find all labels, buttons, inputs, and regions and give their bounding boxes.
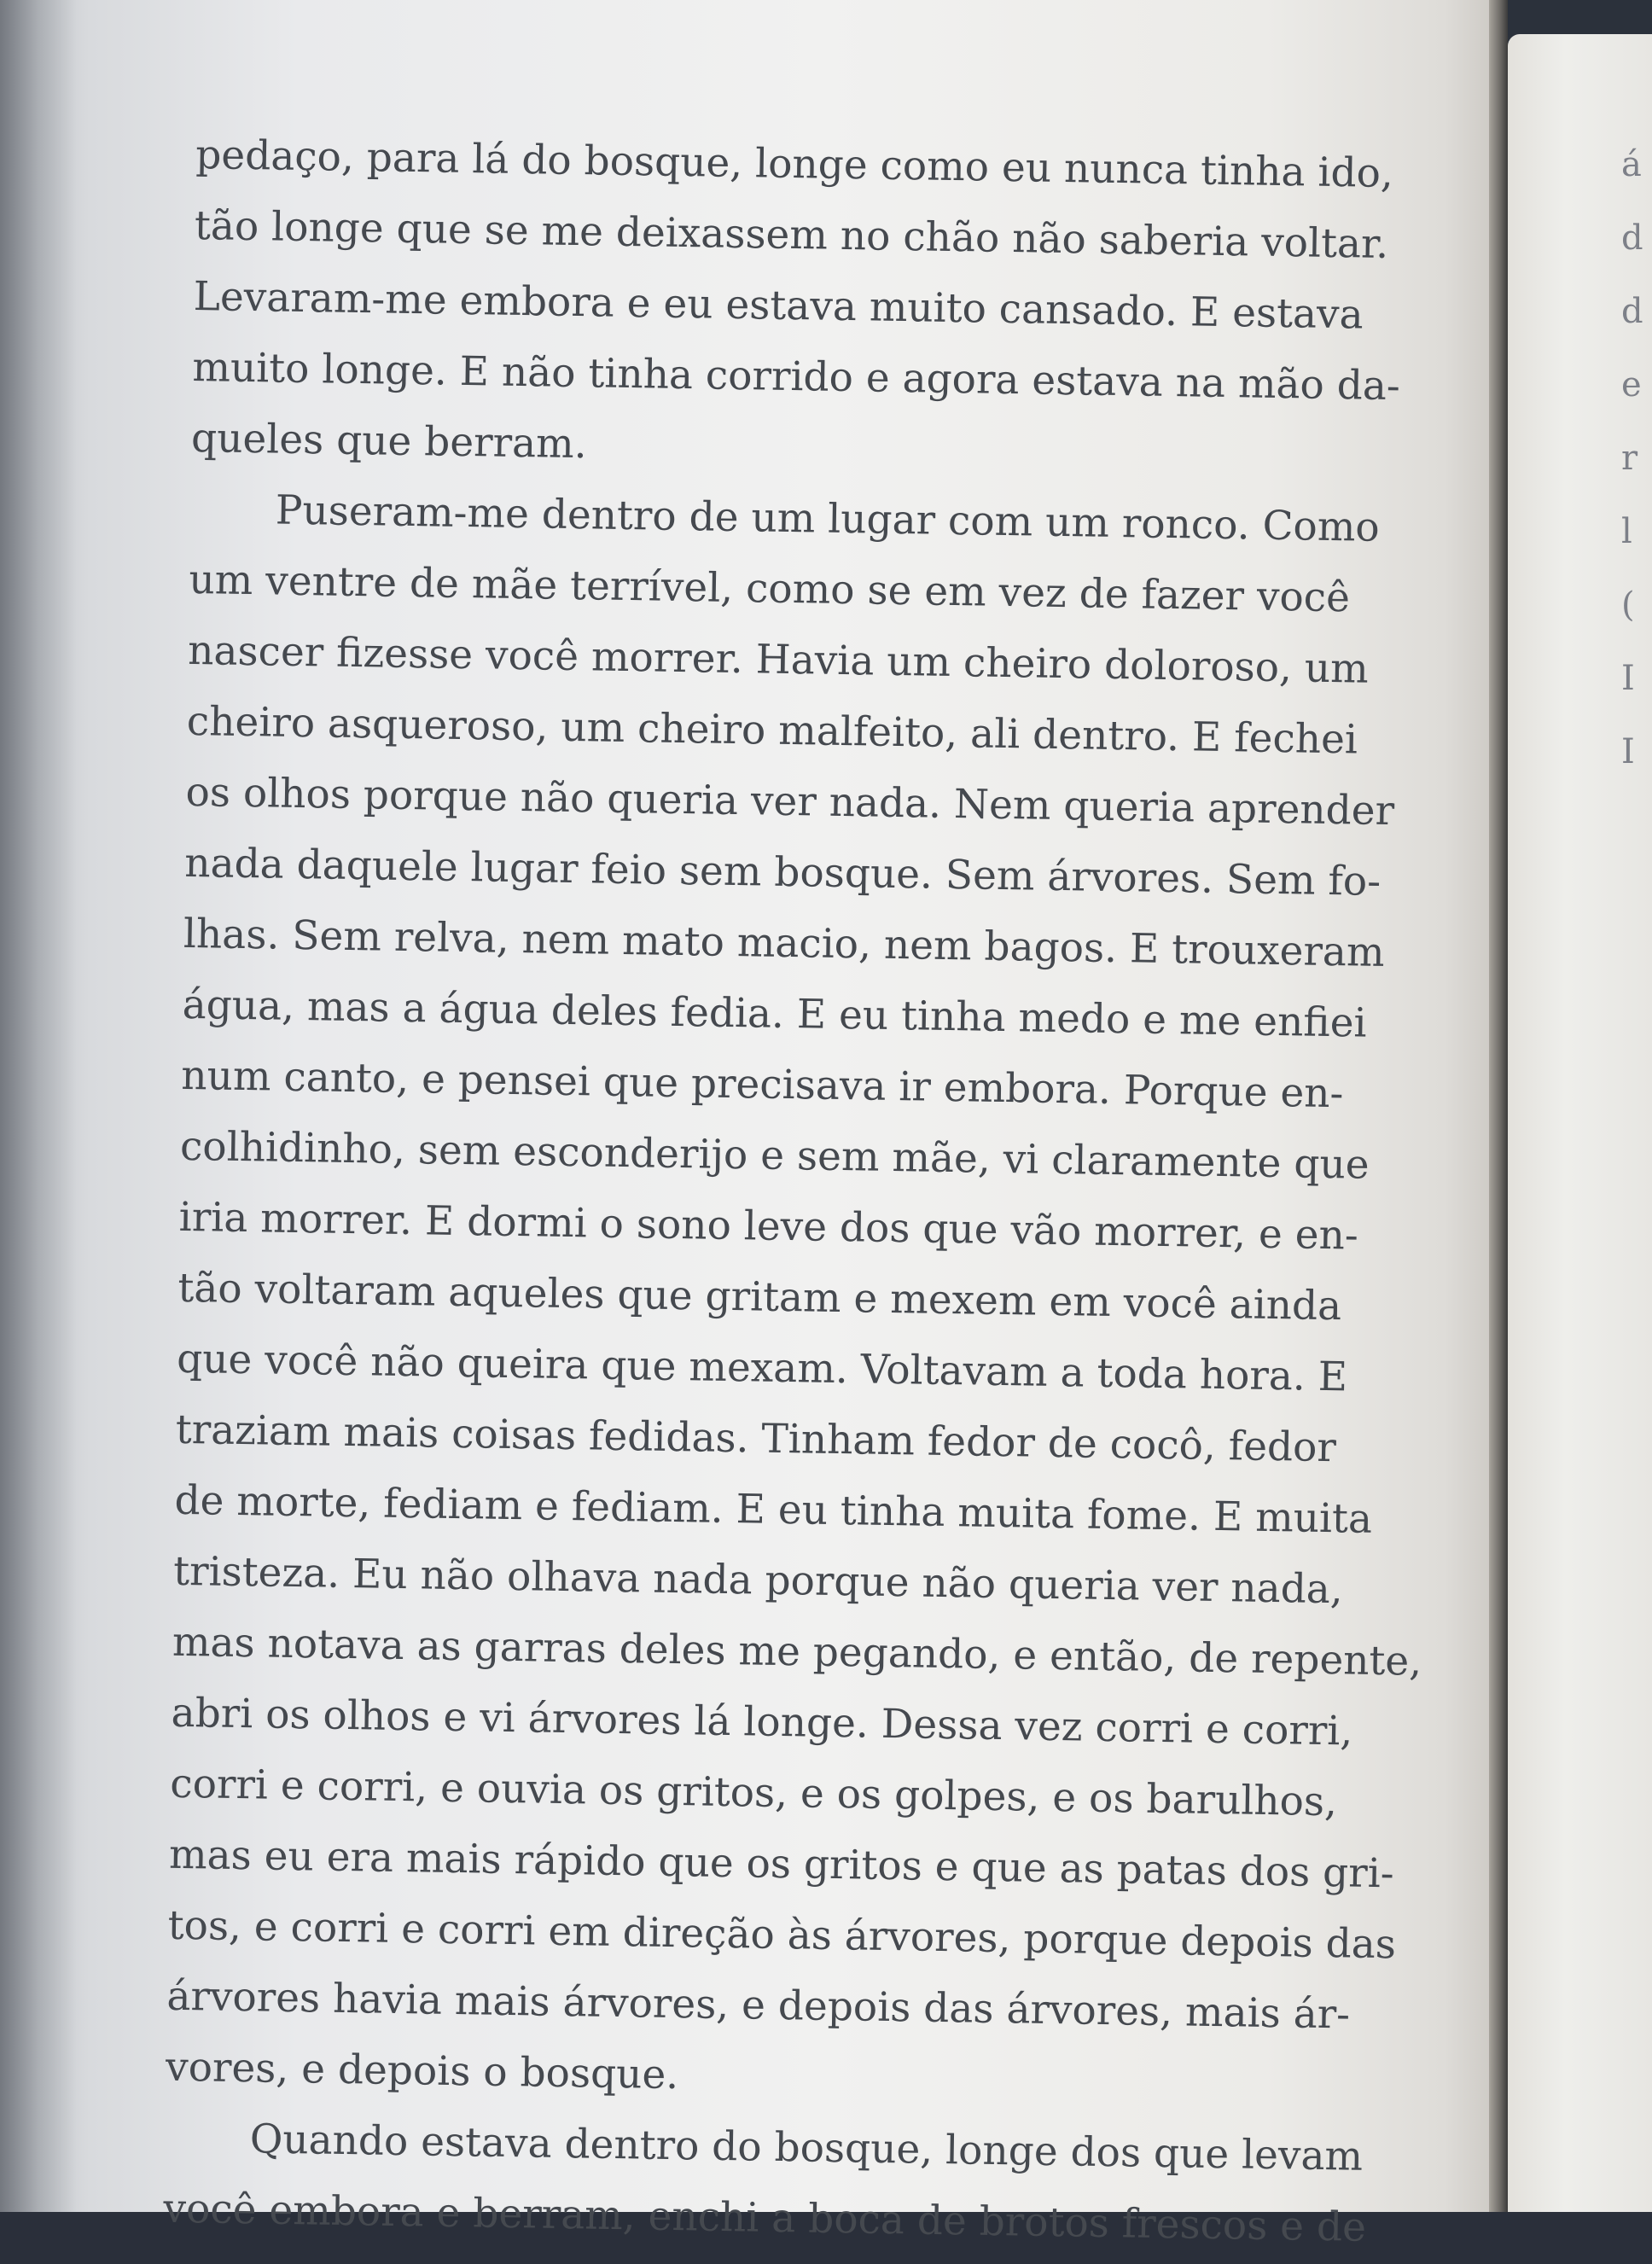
text-line-content: um ventre de mãe terrível, como se em vez de fazer você — [189, 556, 1351, 622]
text-line-content: mas notava as garras deles me pegando, e então, de repente, — [172, 1618, 1422, 1685]
edge-letter: I — [1621, 732, 1635, 771]
edge-letter: á — [1621, 145, 1642, 184]
text-line-content: iria morrer. E dormi o sono leve dos que vão morrer, e en- — [178, 1193, 1359, 1260]
text-line-content: tristeza. Eu não olhava nada porque não queria ver nada, — [172, 1547, 1344, 1614]
edge-letter: d — [1621, 218, 1643, 258]
page-shadow — [0, 0, 77, 2212]
edge-letter: ( — [1621, 585, 1635, 625]
text-line-content: mas eu era mais rápido que os gritos e que as patas dos gri- — [168, 1830, 1395, 1898]
text-line-content: de morte, fediam e fediam. E eu tinha muita fome. E muita — [174, 1476, 1373, 1543]
text-line-content: queles que berram. — [190, 414, 588, 469]
text-line-content: água, mas a água deles fedia. E eu tinha medo e me enfiei — [182, 981, 1367, 1047]
text-line-content: os olhos porque não queria ver nada. Nem queria aprender — [185, 768, 1395, 835]
text-line-content: tão voltaram aqueles que gritam e mexem em você ainda — [177, 1264, 1342, 1330]
edge-letter: I — [1621, 659, 1635, 698]
text-line-content: tos, e corri e corri em direção às árvores, porque depois das — [167, 1901, 1397, 1969]
text-line-content: nada daquele lugar feio sem bosque. Sem árvores. Sem fo- — [183, 839, 1382, 905]
text-line-content: Levaram-me embora e eu estava muito cansado. E estava — [193, 272, 1364, 339]
text-line-content: traziam mais coisas fedidas. Tinham fedor de cocô, fedor — [175, 1406, 1337, 1472]
text-line-content: num canto, e pensei que precisava ir embora. Porque en- — [180, 1051, 1344, 1118]
text-line-content: Puseram-me dentro de um lugar com um ronco. Como — [275, 486, 1381, 551]
text-line-content: corri e corri, e ouvia os gritos, e os golpes, e os barulhos, — [169, 1760, 1338, 1826]
text-line-content: pedaço, para lá do bosque, longe como eu nunca tinha ido, — [195, 131, 1394, 198]
edge-letter: l — [1621, 512, 1632, 551]
text-line-content: que você não queira que mexam. Voltavam a toda hora. E — [176, 1335, 1348, 1401]
text-line-content: muito longe. E não tinha corrido e agora estava na mão da- — [192, 343, 1401, 410]
text-line-content: lhas. Sem relva, nem mato macio, nem bagos. E trouxeram — [183, 910, 1385, 976]
text-line-content: cheiro asqueroso, um cheiro malfeito, ali dentro. E fechei — [186, 697, 1358, 764]
book-gutter — [1489, 0, 1508, 2212]
text-line-content: árvores havia mais árvores, e depois das árvores, mais ár- — [166, 1972, 1351, 2039]
text-line-content: você embora e berram, enchi a boca de brotos frescos e de — [163, 2185, 1367, 2251]
text-line-content: nascer fizesse você morrer. Havia um cheiro doloroso, um — [187, 626, 1370, 693]
text-line-content: vores, e depois o bosque. — [165, 2043, 679, 2099]
edge-letter: e — [1621, 365, 1642, 404]
body-text — [163, 119, 1422, 2263]
text-line-content: abri os olhos e vi árvores lá longe. Dessa vez corri e corri, — [171, 1689, 1353, 1755]
text-line-content: colhidinho, sem esconderijo e sem mãe, vi claramente que — [179, 1122, 1370, 1189]
edge-letter: r — [1621, 439, 1638, 478]
edge-letter: d — [1621, 292, 1643, 331]
text-line-content: tão longe que se me deixassem no chão não saberia voltar. — [194, 201, 1389, 268]
right-page-edge-text — [1621, 128, 1643, 789]
text-line-content: Quando estava dentro do bosque, longe dos que levam — [249, 2116, 1364, 2180]
